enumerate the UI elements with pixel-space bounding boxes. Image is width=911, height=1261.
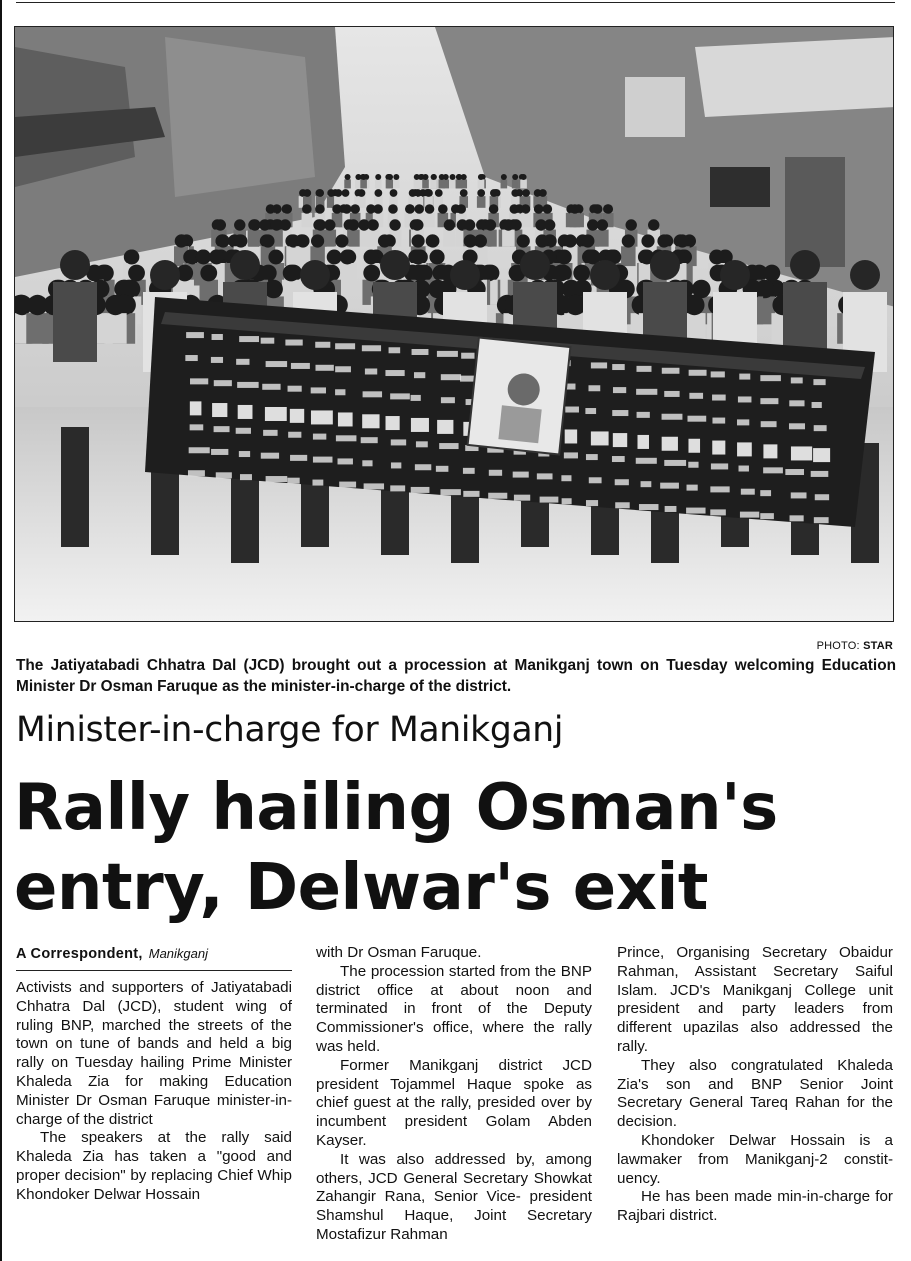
byline-author: A Correspondent, bbox=[16, 946, 143, 962]
page-edge-rule bbox=[0, 0, 2, 1261]
byline-place: Manikganj bbox=[148, 946, 209, 961]
credit-source: STAR bbox=[863, 640, 893, 652]
paragraph: He has been made min-in-charge for Rajbari district. bbox=[617, 1188, 893, 1225]
photo-credit bbox=[817, 640, 893, 652]
paragraph: It was also addressed by, among others, JCD General Secretary Showkat Zahangir Rana, Senior Vice- president Shamshul Haque, Joint Secretary Mostafizur Rahman bbox=[316, 1150, 592, 1243]
paragraph: Former Manikganj district JCD president Tojammel Haque spoke as chief guest at the rally, presided over by incumbent president Golam Abden Kayser. bbox=[316, 1056, 592, 1149]
news-photo bbox=[14, 26, 894, 622]
paragraph: with Dr Osman Faruque. bbox=[316, 944, 482, 961]
procession-photo-illustration bbox=[15, 27, 894, 622]
paragraph: Prince, Organising Secretary Obaidur Rahman, Assistant Secretary Saiful Islam. JCD's Manikganj College unit president and party leaders from different upazilas also addressed the rally. bbox=[617, 944, 893, 1055]
paragraph: Khondoker Delwar Hossain is a lawmaker from Manikganj-2 constituency. bbox=[617, 1131, 893, 1187]
kicker-heading: Minister-in-charge for Manikganj bbox=[16, 710, 564, 750]
byline bbox=[16, 944, 292, 971]
headline bbox=[14, 768, 904, 928]
top-rule bbox=[16, 2, 895, 3]
headline-line-1: Rally hailing Osman's bbox=[14, 771, 778, 845]
paragraph: Activists and supporters of Jatiyatabadi Chhatra Dal (JCD), student wing of ruling BNP, marched the streets of the town on tune of bands and held a big rally on Tuesday hailing Prime Minister Khaleda Zia for making Education Minister Dr Osman Faruque minister-in-charge of the district bbox=[16, 979, 292, 1128]
article-column-1 bbox=[16, 944, 292, 1205]
headline-line-2: entry, Delwar's exit bbox=[14, 851, 708, 925]
article-column-2 bbox=[316, 944, 592, 1245]
paragraph: The procession started from the BNP district office at about noon and terminated in front of the Deputy Commissioner's office, where the rally was held. bbox=[316, 962, 592, 1055]
paragraph: The speakers at the rally said Khaleda Zia has taken a "good and proper decision" by replacing Chief Whip Khondoker Delwar Hossain bbox=[16, 1129, 292, 1203]
credit-prefix: PHOTO: bbox=[816, 640, 860, 652]
article-column-3 bbox=[617, 944, 893, 1226]
paragraph: They also congratulated Khaleda Zia's son and BNP Senior Joint Secretary General Tareq Rahan for the decision. bbox=[617, 1056, 893, 1131]
photo-caption: The Jatiyatabadi Chhatra Dal (JCD) brought out a procession at Manikganj town on Tuesday welcoming Education Minister Dr Osman Faruque as the minister-in-charge of the district. bbox=[16, 657, 896, 695]
